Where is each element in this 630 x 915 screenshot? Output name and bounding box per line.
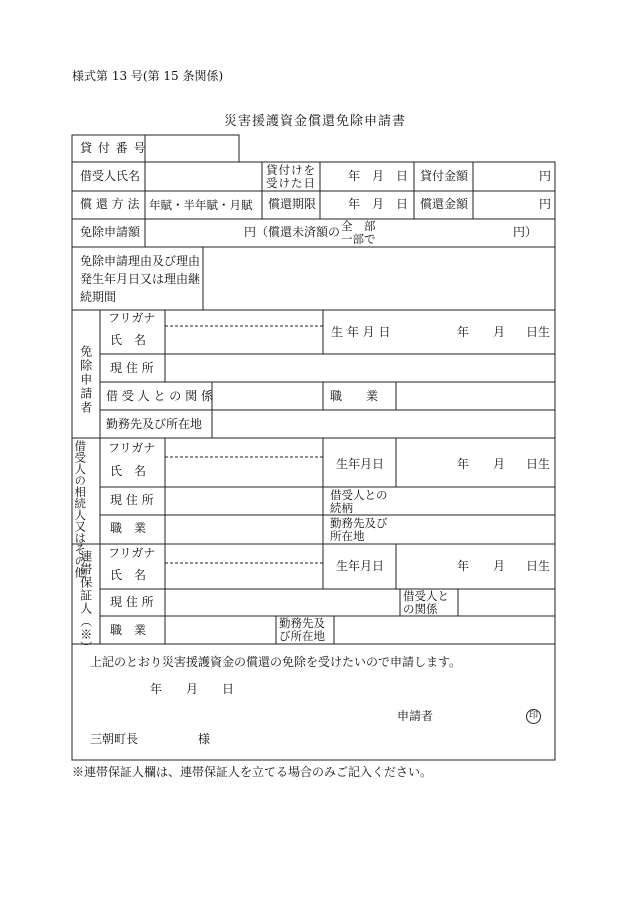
- successor-occupation-field[interactable]: [166, 516, 322, 543]
- repayment-amount-label: 償還金額: [420, 197, 469, 211]
- loan-amount-label: 貸付金額: [420, 169, 469, 183]
- guarantor-occupation-field[interactable]: [166, 617, 275, 643]
- seal-mark: 印: [526, 709, 541, 724]
- guarantor-section-label: 連帯保証人（※）: [78, 550, 93, 654]
- loan-received-date[interactable]: 年 月 日: [348, 169, 409, 183]
- applicant-sign-label: 申請者: [397, 709, 434, 723]
- applicant-relation-field[interactable]: [213, 383, 322, 409]
- declaration-text: 上記のとおり災害援護資金の償還の免除を受けたいので申請します。: [90, 655, 462, 669]
- repayment-amount-yen[interactable]: 円: [539, 197, 552, 211]
- all-part-2[interactable]: 一部で: [341, 232, 376, 246]
- applicant-furigana-label: フリガナ: [108, 311, 156, 325]
- guarantor-birth-year[interactable]: 年: [457, 559, 470, 573]
- applicant-birth-day[interactable]: 日生: [526, 325, 551, 339]
- reason-label-3: 続期間: [80, 290, 117, 304]
- guarantor-workplace-field[interactable]: [335, 617, 554, 643]
- applicant-sign-field[interactable]: [440, 704, 520, 726]
- borrower-name-label: 借受人氏名: [80, 169, 141, 183]
- guarantor-birth-label: 生年月日: [336, 559, 385, 573]
- successor-name-label: 氏 名: [110, 464, 147, 478]
- repayment-period-label: 償還期限: [268, 197, 317, 211]
- applicant-relation-label: 借 受 人 と の 関 係: [106, 389, 213, 403]
- applicant-address-field[interactable]: [166, 355, 554, 381]
- form-number: 様式第 13 号(第 15 条関係): [72, 69, 224, 83]
- successor-relation-label-2: 続柄: [330, 501, 353, 515]
- successor-name-field[interactable]: [166, 439, 322, 486]
- form-title: 災害援護資金償還免除申請書: [223, 114, 406, 129]
- loan-number-label: 貸 付 番 号: [80, 141, 147, 155]
- applicant-workplace-label: 勤務先及び所在地: [106, 417, 203, 431]
- borrower-name-field[interactable]: [146, 163, 261, 190]
- applicant-birth-label: 生 年 月 日: [331, 325, 391, 339]
- successor-birth-day[interactable]: 日生: [526, 457, 551, 471]
- guarantor-birth-month[interactable]: 月: [493, 559, 506, 573]
- exemption-yen-paren: 円）: [513, 225, 538, 239]
- successor-address-label: 現 住 所: [110, 493, 154, 507]
- successor-birth-year[interactable]: 年: [457, 457, 470, 471]
- sign-year[interactable]: 年: [150, 682, 163, 696]
- applicant-name-field[interactable]: [166, 311, 322, 353]
- loan-received-label-2: 受けた日: [266, 176, 316, 190]
- sign-month[interactable]: 月: [186, 682, 199, 696]
- successor-relation-field[interactable]: [397, 488, 554, 514]
- applicant-birth-month[interactable]: 月: [493, 325, 506, 339]
- guarantor-relation-label-2: の関係: [403, 602, 438, 616]
- applicant-workplace-field[interactable]: [213, 411, 554, 437]
- all-part-1[interactable]: 全 部: [341, 219, 376, 233]
- successor-birth-month[interactable]: 月: [493, 457, 506, 471]
- sama-label: 様: [198, 732, 211, 746]
- applicant-birth-year[interactable]: 年: [457, 325, 470, 339]
- loan-number-field[interactable]: [146, 136, 238, 161]
- applicant-occupation-field[interactable]: [397, 383, 554, 409]
- guarantor-relation-field[interactable]: [459, 590, 554, 615]
- guarantor-address-label: 現 住 所: [110, 595, 154, 609]
- successor-workplace-label-1: 勤務先及び: [330, 516, 388, 530]
- reason-field[interactable]: [204, 248, 554, 309]
- guarantor-furigana-label: フリガナ: [108, 546, 156, 560]
- footnote: ※連帯保証人欄は、連帯保証人を立てる場合のみご記入ください。: [72, 765, 433, 779]
- guarantor-birth-day[interactable]: 日生: [526, 559, 551, 573]
- repayment-method-label: 償 還 方 法: [80, 197, 140, 211]
- sign-day[interactable]: 日: [222, 682, 235, 696]
- mayor-label: 三朝町長: [90, 732, 139, 746]
- guarantor-workplace-label-1: 勤務先及: [279, 616, 325, 630]
- guarantor-name-field[interactable]: [166, 545, 322, 588]
- successor-workplace-field[interactable]: [397, 516, 554, 543]
- applicant-occupation-label: 職 業: [330, 389, 379, 403]
- loan-amount-yen[interactable]: 円: [539, 169, 552, 183]
- exemption-amount-label: 免除申請額: [80, 225, 141, 239]
- loan-received-label-1: 貸付けを: [266, 163, 316, 177]
- successor-furigana-label: フリガナ: [108, 441, 156, 455]
- successor-occupation-label: 職 業: [110, 521, 147, 535]
- repayment-method-options[interactable]: 年賦・半年賦・月賦: [149, 198, 253, 212]
- exemption-amount-text: 円（償還未済額の: [244, 225, 341, 239]
- successor-address-field[interactable]: [166, 488, 322, 514]
- guarantor-occupation-label: 職 業: [110, 623, 147, 637]
- guarantor-name-label: 氏 名: [110, 568, 147, 582]
- reason-label-1: 免除申請理由及び理由: [80, 254, 201, 268]
- applicant-address-label: 現 住 所: [110, 361, 154, 375]
- guarantor-address-field[interactable]: [166, 590, 399, 615]
- successor-birth-label: 生年月日: [336, 457, 385, 471]
- applicant-section-label: 免除申請者: [78, 345, 93, 415]
- guarantor-workplace-label-2: び所在地: [279, 629, 325, 643]
- reason-label-2: 発生年月日又は理由継: [80, 272, 201, 286]
- successor-relation-label-1: 借受人との: [330, 488, 388, 502]
- repayment-period-date[interactable]: 年 月 日: [348, 197, 409, 211]
- successor-section-label: 借受人の相続人又はその他: [73, 440, 88, 578]
- applicant-name-label: 氏 名: [110, 333, 147, 347]
- guarantor-relation-label-1: 借受人と: [403, 589, 449, 603]
- successor-workplace-label-2: 所在地: [330, 529, 365, 543]
